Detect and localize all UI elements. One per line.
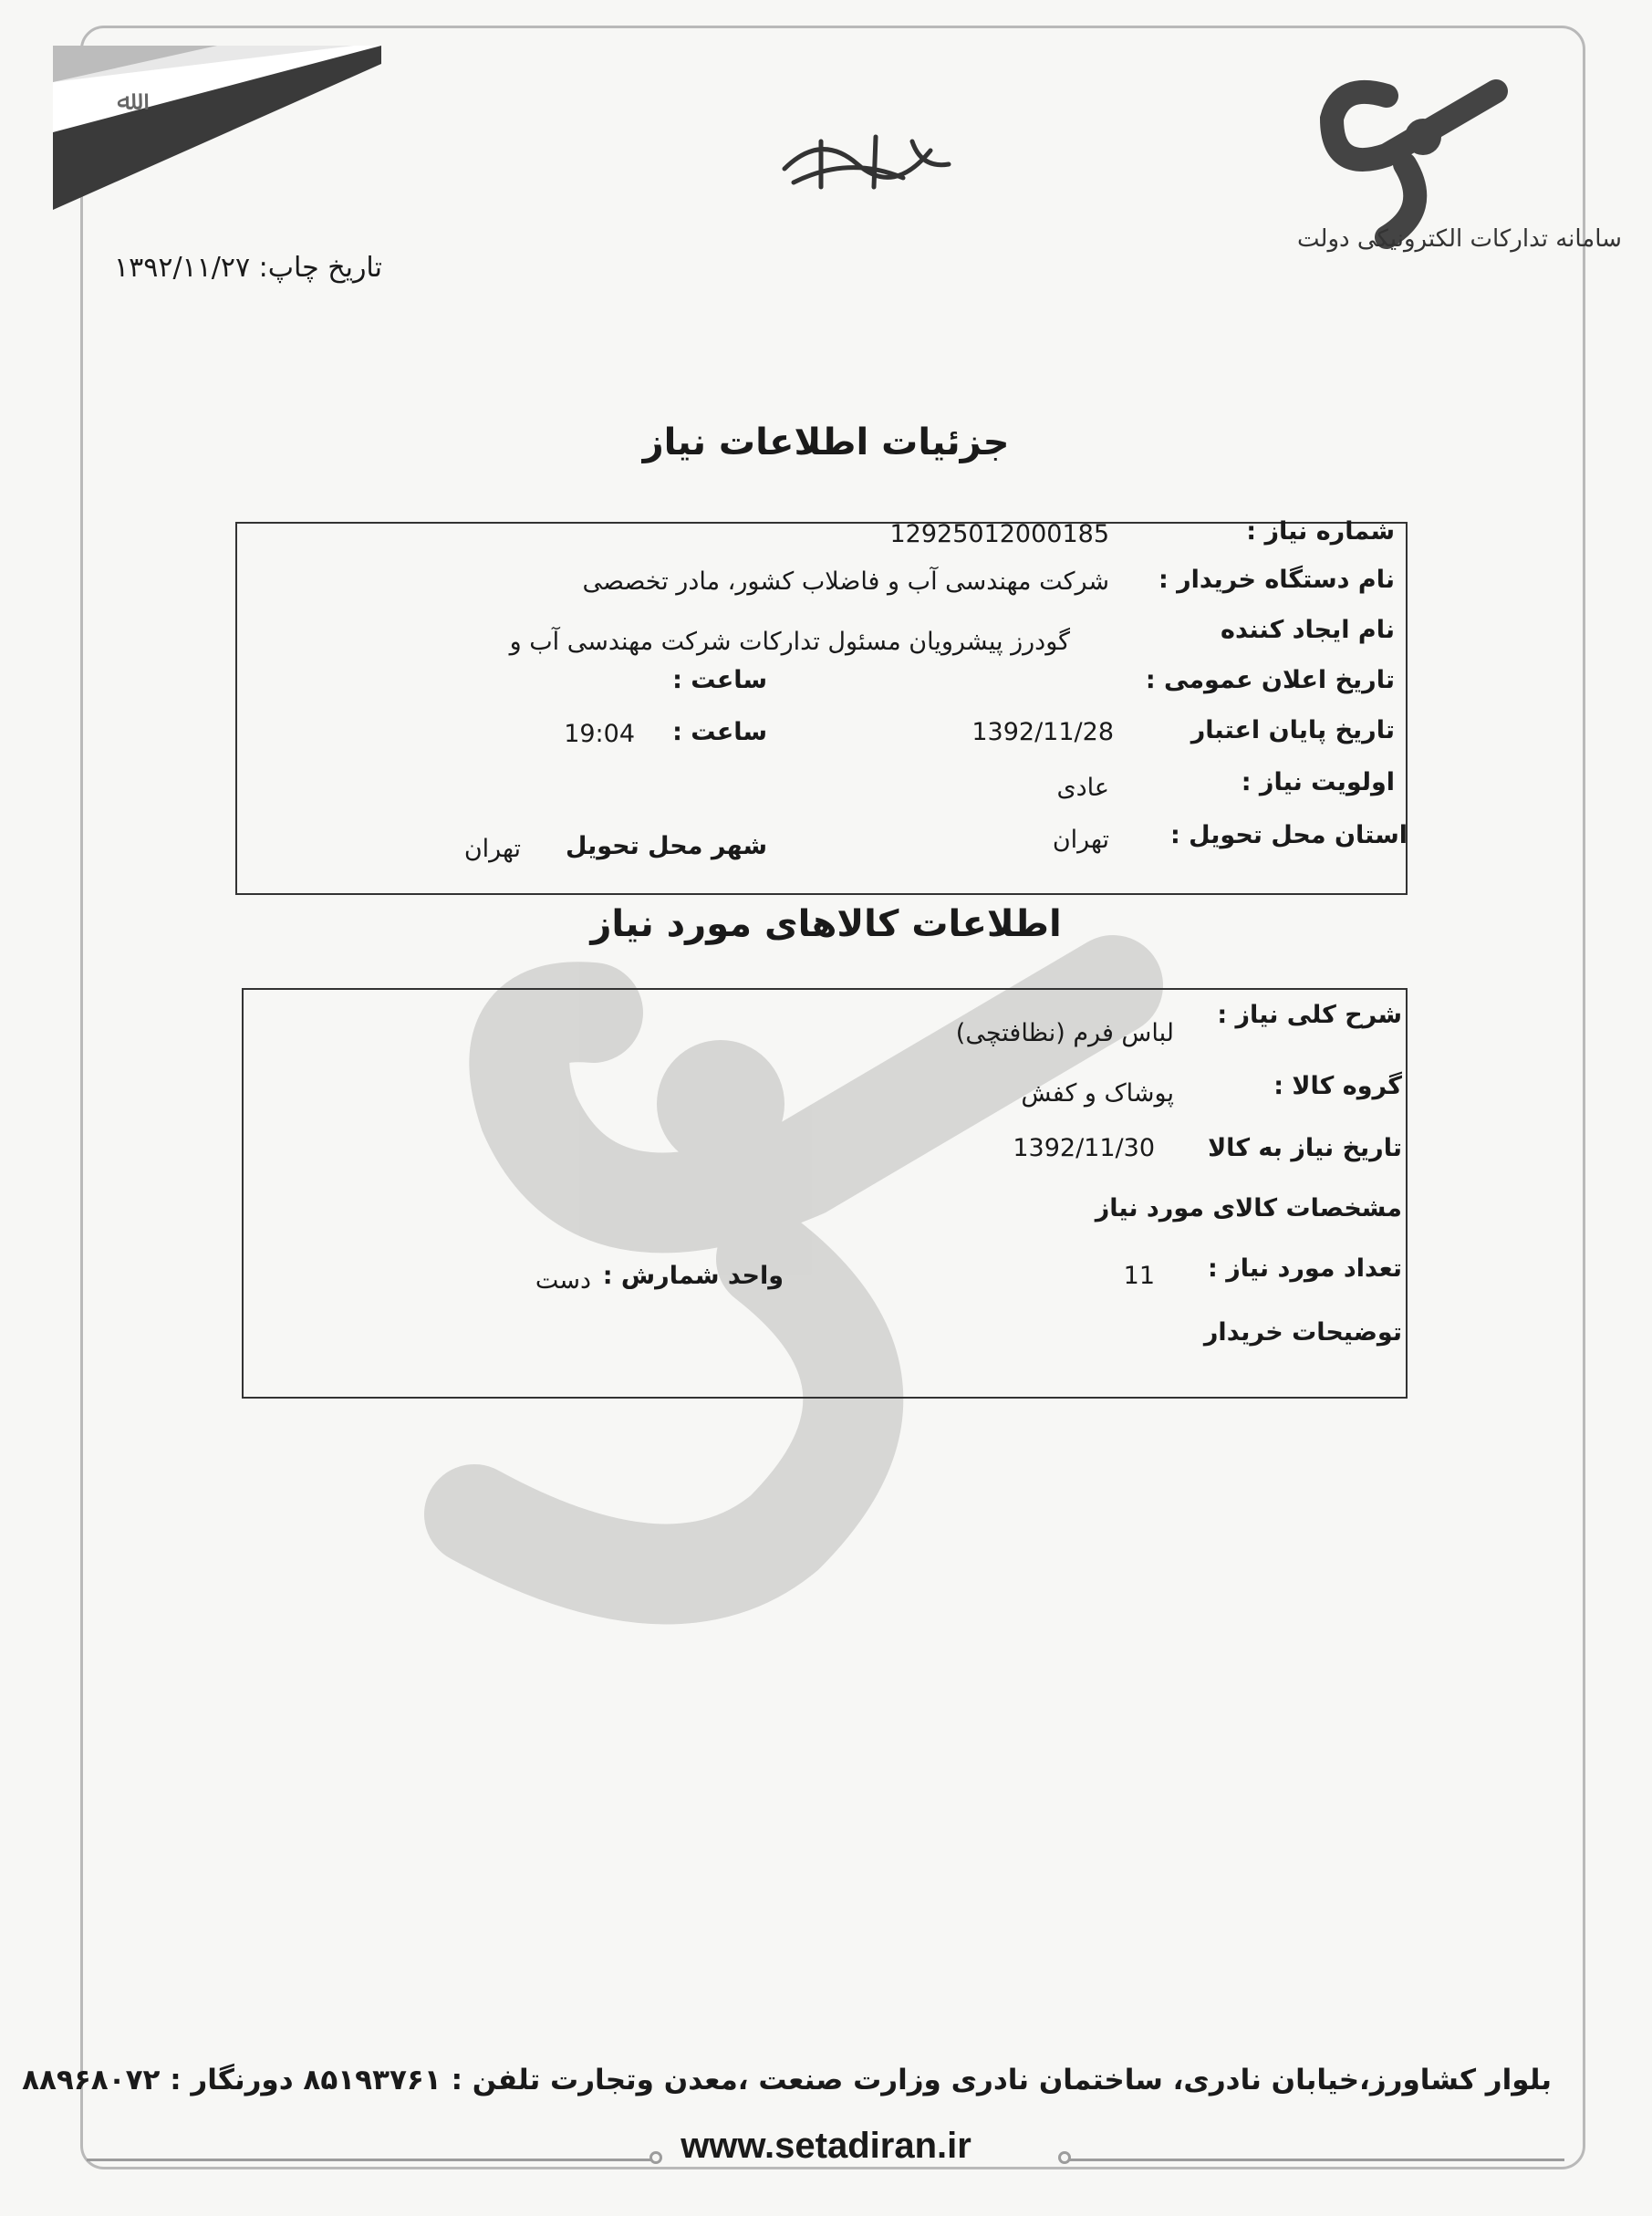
validity-end-date: 1392/11/28 [971, 718, 1114, 746]
city: تهران [463, 835, 521, 863]
unit-label: واحد شمارش : [602, 1262, 784, 1290]
need-date-label: تاریخ نیاز به کالا [1208, 1134, 1402, 1162]
city-label: شهر محل تحویل [565, 832, 767, 860]
website-link[interactable]: www.setadiran.ir [681, 2126, 971, 2166]
validity-end-label: تاریخ پایان اعتبار [1190, 716, 1395, 744]
announce-time-label: ساعت : [672, 666, 767, 694]
iran-flag-icon [53, 46, 381, 210]
description-label: شرح کلی نیاز : [1217, 1001, 1402, 1029]
footer-address: بلوار کشاورز،خیابان نادری، ساختمان نادری وزارت صنعت ،معدن وتجارت تلفن : ۸۵۱۹۳۷۶۱ دورنگار : ۸۸۹۶۸۰۷۲ [22, 2064, 1552, 2096]
priority-label: اولویت نیاز : [1241, 768, 1395, 796]
setad-seal-logo [1277, 64, 1622, 328]
priority: عادی [1056, 774, 1109, 802]
need-details-title: جزئیات اطلاعات نیاز [642, 421, 1010, 463]
quantity: 11 [1123, 1262, 1155, 1290]
print-date: تاریخ چاپ: ۱۳۹۲/۱۱/۲۷ [114, 252, 382, 284]
bismillah-calligraphy [766, 114, 967, 205]
creator-label: نام ایجاد کننده [1221, 616, 1395, 644]
need-number-label: شماره نیاز : [1246, 517, 1395, 546]
description: لباس فرم (نظافتچی) [955, 1019, 1174, 1047]
group-label: گروه کالا : [1273, 1072, 1402, 1100]
seal-text: سامانه تدارکات الکترونیکی دولت [1297, 225, 1622, 253]
buyer-org-label: نام دستگاه خریدار : [1158, 566, 1395, 594]
province: تهران [1052, 826, 1109, 854]
validity-end-time: 19:04 [564, 720, 635, 748]
validity-time-label: ساعت : [672, 718, 767, 746]
need-date: 1392/11/30 [1013, 1134, 1155, 1162]
buyer-notes-label: توضیحات خریدار [1203, 1318, 1402, 1347]
svg-text:ﷲ: ﷲ [117, 85, 133, 117]
creator: گودرز پیشرویان مسئول تدارکات شرکت مهندسی آب و [509, 628, 1070, 656]
buyer-org: شرکت مهندسی آب و فاضلاب کشور، مادر تخصصی [582, 567, 1109, 596]
specs-label: مشخصات کالای مورد نیاز [1095, 1194, 1402, 1222]
public-announce-label: تاریخ اعلان عمومی : [1145, 666, 1395, 694]
quantity-label: تعداد مورد نیاز : [1208, 1254, 1402, 1283]
unit: دست [535, 1266, 591, 1295]
need-number: 12925012000185 [889, 520, 1109, 548]
province-label: استان محل تحویل : [1169, 821, 1408, 849]
goods-title: اطلاعات کالاهای مورد نیاز [590, 903, 1062, 945]
group: پوشاک و کفش [1021, 1079, 1174, 1108]
